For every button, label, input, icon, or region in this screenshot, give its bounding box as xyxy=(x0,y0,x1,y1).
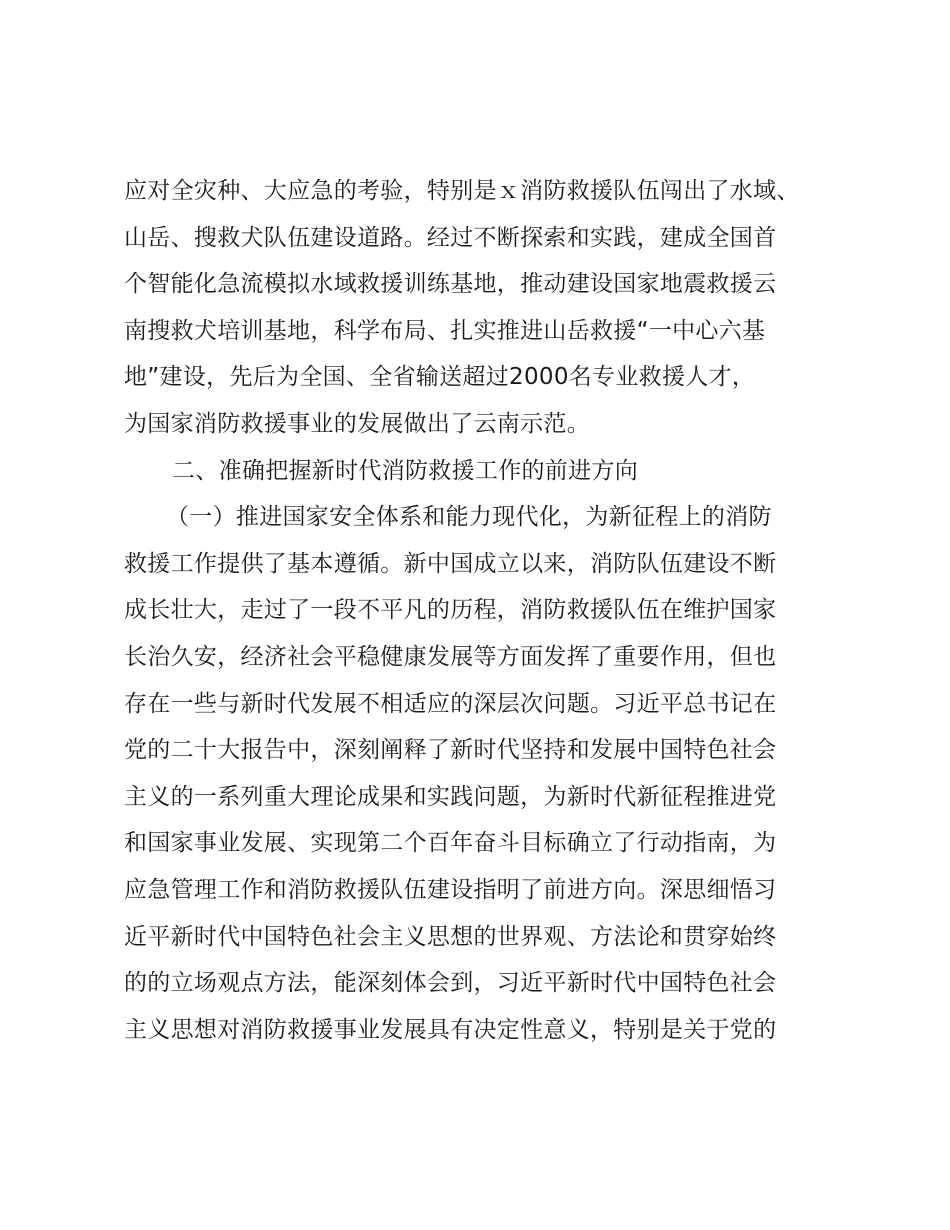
text-line-6: 为国家消防救援事业的发展做出了云南示范。 xyxy=(124,410,590,437)
text-line-14: 主义的一系列重大理论成果和实践问题，为新时代新征程推进党 xyxy=(124,783,777,810)
text-line-3: 个智能化急流模拟水域救援训练基地，推动建设国家地震救援云 xyxy=(124,271,777,298)
text-line-1: 应对全灾种、大应急的考验，特别是ｘ消防救援队伍闯出了水域、 xyxy=(124,178,800,204)
text-line-2: 山岳、搜救犬队伍建设道路。经过不断探索和实践，建成全国首 xyxy=(124,224,777,251)
text-line-15: 和国家事业发展、实现第二个百年奋斗目标确立了行动指南，为 xyxy=(124,830,777,857)
body-text xyxy=(124,168,824,1053)
text-line-11: 长治久安，经济社会平稳健康发展等方面发挥了重要作用，但也 xyxy=(124,643,777,670)
subsection-heading-line: （一）推进国家安全体系和能力现代化，为新征程上的消防 xyxy=(166,504,772,531)
text-line-16: 应急管理工作和消防救援队伍建设指明了前进方向。深思细悟习 xyxy=(124,876,777,903)
text-line-18: 的的立场观点方法，能深刻体会到，习近平新时代中国特色社会 xyxy=(124,970,777,997)
text-line-5: 地”建设，先后为全国、全省输送超过2000名专业救援人才， xyxy=(124,364,756,391)
text-line-9: 救援工作提供了基本遵循。新中国成立以来，消防队伍建设不断 xyxy=(124,550,777,577)
text-line-19: 主义思想对消防救援事业发展具有决定性意义，特别是关于党的 xyxy=(124,1016,777,1043)
text-line-13: 党的二十大报告中，深刻阐释了新时代坚持和发展中国特色社会 xyxy=(124,737,777,764)
text-line-17: 近平新时代中国特色社会主义思想的世界观、方法论和贯穿始终 xyxy=(124,923,777,950)
text-line-4: 南搜救犬培训基地，科学布局、扎实推进山岳救援“一中心六基 xyxy=(124,317,766,344)
text-line-12: 存在一些与新时代发展不相适应的深层次问题。习近平总书记在 xyxy=(124,690,777,717)
text-line-10: 成长壮大，走过了一段不平凡的历程，消防救援队伍在维护国家 xyxy=(124,597,777,624)
section-heading: 二、准确把握新时代消防救援工作的前进方向 xyxy=(172,457,638,484)
